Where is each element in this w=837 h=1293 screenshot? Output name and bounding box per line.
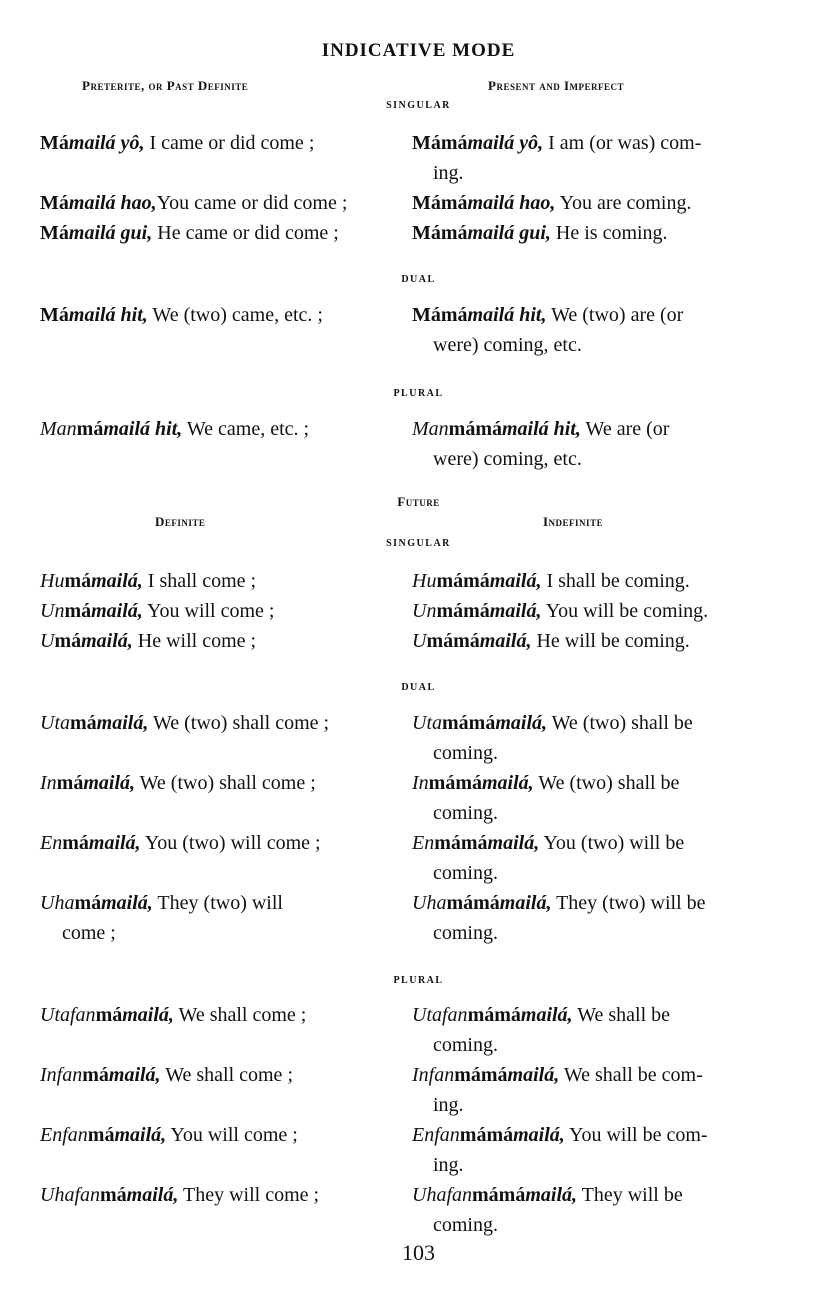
section-plural: PLURAL [393, 975, 444, 986]
page-title: INDICATIVE MODE [321, 40, 516, 61]
row-left: Unmámailá, You will come ; [40, 600, 275, 622]
row-left: Mámailá yô, I came or did come ; [40, 132, 315, 154]
row-right: Unmámámailá, You will be coming. [412, 600, 709, 622]
row-right: Uhamámámailá, They (two) will be [412, 892, 706, 914]
row-continuation: ing. [433, 1094, 464, 1116]
row-left: Uhafanmámailá, They will come ; [40, 1184, 320, 1206]
row-continuation: ing. [433, 1154, 464, 1176]
row-continuation: coming. [433, 922, 498, 944]
row-continuation: coming. [433, 1034, 498, 1056]
row-left: Mámailá hao,You came or did come ; [40, 192, 348, 214]
row-left: Uhamámailá, They (two) will [40, 892, 283, 914]
header-future: Future [397, 494, 440, 509]
section-plural: PLURAL [393, 388, 444, 399]
row-right: Inmámámailá, We (two) shall be [412, 772, 680, 794]
section-singular: SINGULAR [386, 538, 451, 549]
section-dual: DUAL [401, 682, 436, 693]
row-right: Utafanmámámailá, We shall be [412, 1004, 671, 1026]
row-left: Utamámailá, We (two) shall come ; [40, 712, 330, 734]
page-number: 103 [402, 1240, 435, 1265]
section-singular: SINGULAR [386, 100, 451, 111]
row-right: Mámámailá hit, We (two) are (or [412, 304, 684, 326]
row-right: Enfanmámámailá, You will be com- [412, 1124, 708, 1146]
header-indefinite: Indefinite [543, 514, 604, 529]
row-continuation: were) coming, etc. [433, 448, 582, 470]
row-right: Infanmámámailá, We shall be com- [412, 1064, 703, 1086]
row-continuation: were) coming, etc. [433, 334, 582, 356]
row-right: Umámámailá, He will be coming. [412, 630, 690, 652]
row-left: Mámailá hit, We (two) came, etc. ; [40, 304, 323, 326]
row-right: Mámámailá yô, I am (or was) com- [412, 132, 702, 154]
row-right: Utamámámailá, We (two) shall be [412, 712, 693, 734]
row-right: Uhafanmámámailá, They will be [412, 1184, 683, 1206]
row-left: Humámailá, I shall come ; [40, 570, 257, 592]
header-definite: Definite [155, 514, 206, 529]
row-left: Infanmámailá, We shall come ; [40, 1064, 293, 1086]
row-right: Manmámámailá hit, We are (or [412, 418, 670, 440]
header-preterite: Preterite, or Past Definite [82, 78, 249, 93]
row-continuation: ing. [433, 162, 464, 184]
row-right: Enmámámailá, You (two) will be [412, 832, 685, 854]
row-continuation: coming. [433, 742, 498, 764]
section-dual: DUAL [401, 274, 436, 285]
row-continuation: coming. [433, 802, 498, 824]
row-left: Utafanmámailá, We shall come ; [40, 1004, 307, 1026]
row-continuation: coming. [433, 1214, 498, 1236]
row-right: Humámámailá, I shall be coming. [412, 570, 690, 592]
row-left: Manmámailá hit, We came, etc. ; [40, 418, 310, 440]
row-continuation: coming. [433, 862, 498, 884]
row-right: Mámámailá hao, You are coming. [412, 192, 692, 214]
row-left: Enmámailá, You (two) will come ; [40, 832, 321, 854]
row-left: Umámailá, He will come ; [40, 630, 257, 652]
row-left: Enfanmámailá, You will come ; [40, 1124, 298, 1146]
header-present: Present and Imperfect [488, 78, 625, 93]
row-continuation: come ; [62, 922, 116, 944]
row-left: Mámailá gui, He came or did come ; [40, 222, 339, 244]
row-right: Mámámailá gui, He is coming. [412, 222, 668, 244]
row-left: Inmámailá, We (two) shall come ; [40, 772, 316, 794]
